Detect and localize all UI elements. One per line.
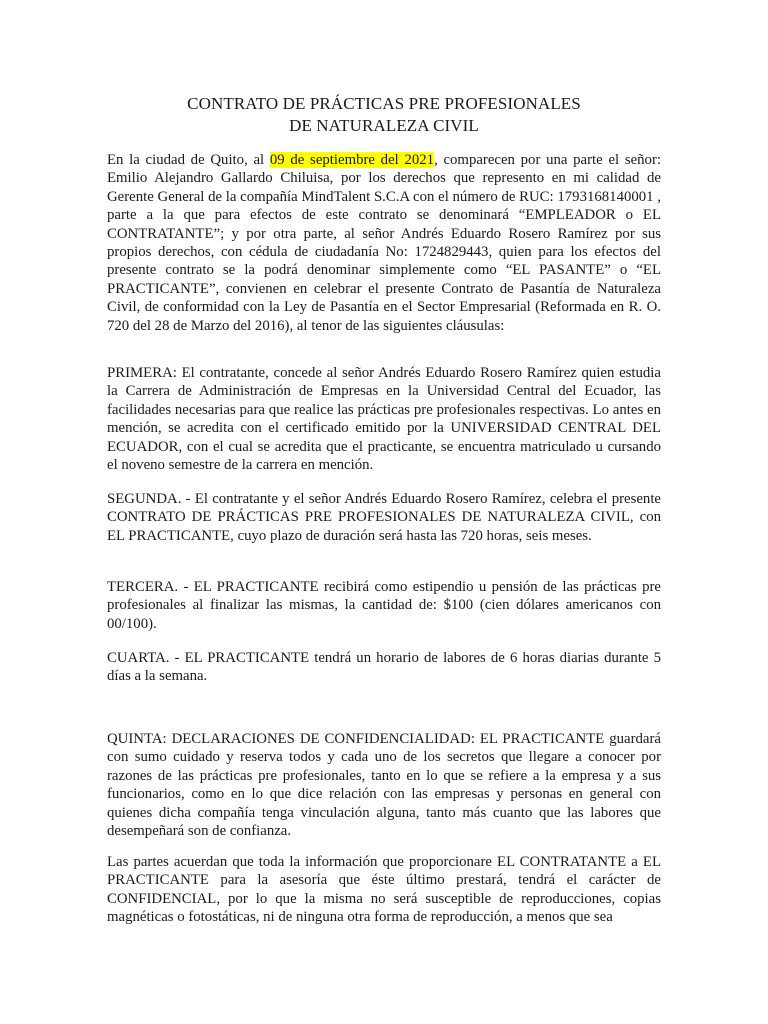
intro-paragraph	[107, 151, 661, 335]
intro-text-before: En la ciudad de Quito, al	[107, 152, 270, 168]
clause-segunda	[107, 490, 661, 545]
title-line-2: DE NATURALEZA CIVIL	[289, 116, 479, 135]
clause-primera	[107, 364, 661, 474]
intro-text-after: , comparecen por una parte el señor: Emilio Alejandro Gallardo Chiluisa, por los derechos que represento en mi calidad de Gerente General de la compañía MindTalent S.C.A con el número de RUC: 1793168140001 , parte a la que para efectos de este contrato se denominará “EMPLEADOR o EL CONTRATANTE”; y por otra parte, al señor Andrés Eduardo Rosero Ramírez por sus propios derechos, con cédula de ciudadanía No: 1724829443, quien para los efectos del presente contrato se la podrá denominar simplemente como “EL PASANTE” o “EL PRACTICANTE”, convienen en celebrar el presente Contrato de Pasantía de Naturaleza Civil, de conformidad con la Ley de Pasantía en el Sector Empresarial (Reformada en R. O. 720 del 28 de Marzo del 2016), al tenor de las siguientes cláusulas:	[107, 152, 661, 334]
clause-cuarta	[107, 649, 661, 686]
highlighted-date: 09 de septiembre del 2021	[269, 152, 435, 168]
clause-segunda-text: SEGUNDA. - El contratante y el señor Andrés Eduardo Rosero Ramírez, celebra el presente CONTRATO DE PRÁCTICAS PRE PROFESIONALES DE NATURALEZA CIVIL, con EL PRACTICANTE, cuyo plazo de duración será hasta las 720 horas, seis meses.	[107, 491, 661, 544]
clause-quinta-text: QUINTA: DECLARACIONES DE CONFIDENCIALIDAD: EL PRACTICANTE guardará con sumo cuidado y reserva todos y cada uno de los secretos que llegare a conocer por razones de las prácticas pre profesionales, tanto en lo que se refiere a la empresa y a sus funcionarios, como en lo que dice relación con las empresas y personas en general con quienes dicha compañía tenga vinculación alguna, tanto más cuanto que las labores que desempeñará son de confianza.	[107, 731, 661, 840]
confidentiality-text: Las partes acuerdan que toda la información que proporcionare EL CONTRATANTE a EL PRACTICANTE para la asesoría que éste último prestará, tendrá el carácter de CONFIDENCIAL, por lo que la misma no será susceptible de reproducciones, copias magnéticas o fotostáticas, ni de ninguna otra forma de reproducción, a menos que sea	[107, 854, 661, 926]
clause-tercera-text: TERCERA. - EL PRACTICANTE recibirá como estipendio u pensión de las prácticas pre profesionales al finalizar las mismas, la cantidad de: $100 (cien dólares americanos con 00/100).	[107, 579, 661, 632]
title-line-1: CONTRATO DE PRÁCTICAS PRE PROFESIONALES	[187, 94, 581, 113]
clause-cuarta-text: CUARTA. - EL PRACTICANTE tendrá un horario de labores de 6 horas diarias durante 5 días a la semana.	[107, 650, 661, 685]
clause-tercera	[107, 578, 661, 633]
clause-quinta	[107, 730, 661, 840]
document-title	[0, 93, 768, 137]
clause-primera-text: PRIMERA: El contratante, concede al señor Andrés Eduardo Rosero Ramírez quien estudia la Carrera de Administración de Empresas en la Universidad Central del Ecuador, las facilidades necesarias para que realice las prácticas pre profesionales respectivas. Lo antes en mención, se acredita con el certificado emitido por la UNIVERSIDAD CENTRAL DEL ECUADOR, con el cual se acredita que el practicante, se encuentra matriculado u cursando el noveno semestre de la carrera en mención.	[107, 365, 661, 474]
confidentiality-paragraph	[107, 853, 661, 927]
